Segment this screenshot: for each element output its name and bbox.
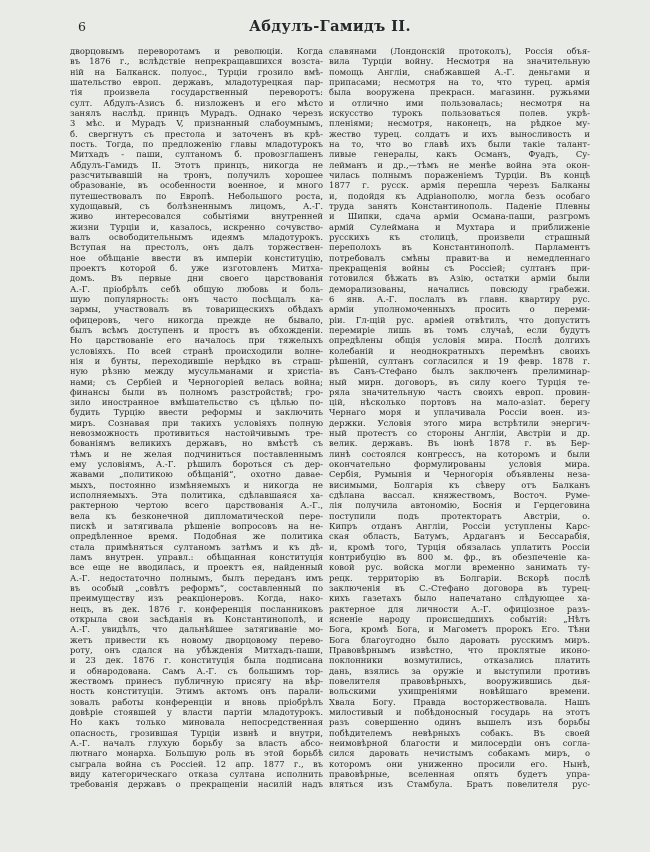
text-line: роту, онъ сдался на убѣжденія Митхадъ-паши, [70, 645, 323, 656]
text-line: заключенія въ С.-Стефано договора въ турец- [329, 583, 590, 594]
text-line: ность конституціи. Этимъ актомъ онъ парали- [70, 686, 323, 697]
text-line: рѣшеній, султанъ согласился и 19 февр. 1878 г. [329, 355, 590, 366]
text-line: виду категорическаго отказа султана исполнить [70, 768, 323, 779]
text-line: правовѣрные, вселенная опять будетъ упра- [329, 768, 590, 779]
running-head-title: Абдулъ-Гамидъ II. [249, 18, 411, 35]
text-line: ему условіямъ, А.-Г. рѣшилъ бороться съ дер- [70, 459, 323, 470]
text-line: рактерное для личности А.-Г. офиціозное разъ- [329, 603, 590, 614]
text-line: вила Турціи войну. Несмотря на значительную [329, 56, 590, 67]
text-line: ній на Балканск. полуос., Турціи грозило вмѣ- [70, 66, 323, 77]
text-line: шательство европ. державъ, младотурецкая пар- [70, 76, 323, 87]
text-line: въ 1876 г., вслѣдствіе непрекращавшихся возста- [70, 56, 323, 67]
text-line: тія произвела государственный переворотъ: [70, 87, 323, 98]
text-line: дань, взялись за оружіе и выступили противъ [329, 665, 590, 676]
text-line: тѣмъ и не желая подчиниться поставленнымъ [70, 448, 323, 459]
text-line: велик. державъ. Въ іюнѣ 1878 г. въ Бер- [329, 438, 590, 449]
text-line: бованіямъ великихъ державъ, но вмѣстѣ съ [70, 438, 323, 449]
text-line: жетъ привести къ новому дворцовому перево- [70, 634, 323, 645]
text-line: и 23 дек. 1876 г. конституція была подписана [70, 655, 323, 666]
text-line: лія получила автономію, Боснія и Герцеговина [329, 500, 590, 511]
text-line: деморализованы, начались повсюду грабежи. [329, 283, 590, 294]
text-line: зило иностранное вмѣшательство съ цѣлью по- [70, 397, 323, 408]
text-line: ную рѣзню между мусульманами и христіа- [70, 366, 323, 377]
text-line: потребовалъ смѣны правит-ва и немедленнаго [329, 252, 590, 263]
text-line: жествомъ принесъ публичную присягу на вѣр- [70, 676, 323, 687]
text-line: поступили подъ протекторатъ Австріи, о. [329, 510, 590, 521]
text-line: Кипръ отданъ Англіи, Россіи уступлены Карс- [329, 521, 590, 532]
text-line: требованія державъ о прекращеніи насилій надъ [70, 779, 323, 790]
text-line: худощавый, съ болѣзненнымъ лицомъ, А.-Г. [70, 200, 323, 211]
text-line: ясненіе народу происшедшихъ событій: „Нѣтъ [329, 614, 590, 625]
text-line: милостивый и побѣдоносный государь на этотъ [329, 707, 590, 717]
text-line: рактерною чертою всего царствованія А.-Г., [70, 500, 323, 511]
text-line: А.-Г. пріобрѣлъ себѣ общую любовь и боль- [70, 283, 323, 294]
text-line: финансы были въ полномъ разстройствѣ; гро- [70, 386, 323, 397]
text-line: колебаній и неоднократныхъ перемѣнъ своихъ [329, 345, 590, 356]
text-line: ливые генералы, какъ Османъ, Фуадъ, Су- [329, 149, 590, 160]
text-line: побѣдителемъ невѣрныхъ собакъ. Въ своей [329, 727, 590, 738]
text-line: ская область, Батумъ, Ардаганъ и Бессарабія, [329, 531, 590, 542]
text-line: переполохъ въ Константинополѣ. Парламентъ [329, 242, 590, 253]
text-line: армій Сулеймана и Мухтара и приближеніе [329, 221, 590, 232]
text-line: сился даровать нечистымъ собакамъ миръ, о [329, 748, 590, 759]
text-line: ламъ внутрен. управл.: обѣщанная конституція [70, 552, 323, 563]
text-line: будить Турцію ввести реформы и заключить [70, 407, 323, 418]
text-line: Но какъ только миновала непосредственная [70, 717, 323, 728]
text-line: которомъ они униженно просили его. Нынѣ, [329, 758, 590, 769]
text-line: пленіями; несмотря, наконецъ, на рѣдкое му- [329, 118, 590, 129]
text-line: шую популярность: онъ часто посѣщалъ ка- [70, 293, 323, 304]
text-line: мыхъ, постоянно измѣняемыхъ и никогда не [70, 479, 323, 490]
text-line: кихъ газетахъ было напечатано слѣдующее ха- [329, 593, 590, 604]
text-line: А.-Г. недостаточно полнымъ, былъ переданъ имъ [70, 572, 323, 583]
text-line: жество турец. солдатъ и ихъ выносливость и [329, 128, 590, 139]
text-line: все еще не вводилась, и проектъ ея, найденный [70, 562, 323, 573]
text-line: 1877 г. русск. армія перешла черезъ Балканы [329, 180, 590, 191]
text-line: разсчитывавшій на тронъ, получилъ хорошее [70, 169, 323, 180]
text-line: вела къ безконечной дипломатической пере- [70, 510, 323, 521]
text-line: ный мирн. договоръ, въ силу коего Турція те- [329, 376, 590, 387]
text-line: опредѣлены общія условія мира. Послѣ долгихъ [329, 335, 590, 346]
text-line: нами; съ Сербіей и Черногоріей велась война; [70, 376, 323, 387]
text-line: Абдулъ-Гамидъ II. Этотъ принцъ, никогда не [70, 159, 323, 170]
text-line: Но царствованіе его началось при тяжелыхъ [70, 335, 323, 346]
text-line: разъ совершенно одинъ вышелъ изъ борьбы [329, 717, 590, 728]
text-line: ковой рус. войска могли временно занимать ту- [329, 562, 590, 573]
text-line: нія и бунты, переходившіе нерѣдко въ страш- [70, 355, 323, 366]
text-line: миръ. Сознавая при такихъ условіяхъ полную [70, 417, 323, 428]
text-line: невозможность противиться настойчивымъ тре- [70, 428, 323, 439]
text-line: чилась полнымъ пораженіемъ Турціи. Въ концѣ [329, 169, 590, 180]
text-line: стала примѣняться султаномъ затѣмъ и къ дѣ- [70, 541, 323, 552]
text-line: и обнародована. Самъ А.-Г. съ большимъ тор- [70, 665, 323, 676]
page-number: 6 [78, 19, 86, 34]
text-line: Вступая на престолъ, онъ далъ торжествен- [70, 242, 323, 253]
text-line: образованіе, въ особенности военное, и много [70, 180, 323, 191]
text-line: арміи уполномоченныхъ просить о переми- [329, 304, 590, 315]
text-columns [70, 46, 590, 790]
text-line: жавами „политикою обѣщаній“, охотно давае- [70, 469, 323, 480]
text-line: повелителя правовѣрныхъ, вооружившись дья- [329, 676, 590, 687]
text-line: 3 мѣс. и Мурадъ V, признанный слабоумнымъ, [70, 118, 323, 129]
text-line: труда занять Константинополь. Паденіе Плевны [329, 200, 590, 211]
text-line: лютнаго монарха. Большую роль въ этой борьбѣ [70, 748, 323, 759]
text-line: ряла значительную часть своихъ европ. провин- [329, 386, 590, 397]
text-line: опредѣленное время. Подобная же политика [70, 531, 323, 542]
text-line: офицеровъ, чего никогда прежде не бывало, [70, 314, 323, 325]
text-line: ріи. Гл-щій рус. арміей отвѣтилъ, что допуститъ [329, 314, 590, 325]
text-line: преимуществу изъ реакціонеровъ. Когда, нако- [70, 593, 323, 604]
text-line: контрибуцію въ 800 м. фр., въ обезпеченіе ка- [329, 552, 590, 563]
text-line: валъ освободительнымъ идеямъ младотурокъ. [70, 231, 323, 242]
text-line: б. свергнутъ съ престола и заточенъ въ крѣ- [70, 128, 323, 139]
text-line: славянами (Лондонскій протоколъ), Россія объя- [329, 46, 590, 56]
text-line: условіяхъ. По всей странѣ происходили волне- [70, 345, 323, 356]
text-line: поклонники возмутились, отказались платить [329, 655, 590, 666]
text-line: ное обѣщаніе ввести въ имперіи конституцію, [70, 252, 323, 263]
text-line: готовился бѣжать въ Азію, остатки арміи были [329, 273, 590, 284]
text-line: и отлично ими пользовалась; несмотря на [329, 97, 590, 108]
text-line: русскихъ къ столицѣ, произвели страшный [329, 231, 590, 242]
text-line: дворцовымъ переворотамъ и революціи. Когда [70, 46, 323, 56]
text-line: сдѣлана вассал. княжествомъ, Восточ. Руме- [329, 490, 590, 501]
text-line: Бога благоугодно было даровать русскимъ миръ. [329, 634, 590, 645]
text-line: линѣ состоялся конгрессъ, на которомъ и были [329, 448, 590, 459]
text-line: занялъ наслѣд. принцъ Мурадъ. Однако черезъ [70, 107, 323, 118]
text-line: лейманъ и др.,—тѣмъ не менѣе война эта окон- [329, 159, 590, 170]
text-line: и, подойдя къ Адріанополю, могла безъ особаго [329, 190, 590, 201]
text-line: вольскими ухищреніями новѣйшаго времени. [329, 686, 590, 697]
text-line: искусство турокъ пользоваться полев. укрѣ- [329, 107, 590, 118]
text-line: въ особый „совѣтъ реформъ“, составленный по [70, 583, 323, 594]
text-line: 6 янв. А.-Г. послалъ въ главн. квартиру рус. [329, 293, 590, 304]
text-line: Хвала Богу. Правда восторжествовала. Нашъ [329, 696, 590, 707]
text-line: и Шипки, сдача арміи Османа-паши, разгромъ [329, 211, 590, 222]
text-line: перемиріе лишь въ томъ случаѣ, если будутъ [329, 324, 590, 335]
text-line: въ Санъ-Стефано былъ заключенъ прелиминар- [329, 366, 590, 377]
text-line: висимыми, Болгарія къ сѣверу отъ Балканъ [329, 479, 590, 490]
text-line: ный протестъ со стороны Англіи, Австріи и др. [329, 428, 590, 439]
text-line: Чернаго моря и уплачивала Россіи воен. из- [329, 407, 590, 418]
text-line: опасность, грозившая Турціи извнѣ и внутри, [70, 727, 323, 738]
text-line: неимовѣрной благости и милосердіи онъ согла- [329, 737, 590, 748]
text-column-left [70, 46, 323, 790]
text-column-right [329, 46, 590, 790]
text-line: цій, нѣсколько портовъ на мало-азіат. берегу [329, 397, 590, 408]
text-line: нецъ, въ дек. 1876 г. конференція посланниковъ [70, 603, 323, 614]
text-line: Митхадъ - паши, султаномъ б. провозглашенъ [70, 149, 323, 160]
text-line: А.-Г. началъ глухую борьбу за власть абсо- [70, 737, 323, 748]
text-line: Бога, кромѣ Бога, и Магометъ пророкъ Его. Тѣни [329, 624, 590, 635]
text-line: Правовѣрнымъ извѣстно, что проклятые иконо- [329, 645, 590, 656]
text-line: живо интересовался событіями внутренней [70, 211, 323, 222]
text-line: пость. Тогда, по предложенію главы младотурокъ [70, 138, 323, 149]
text-line: А.-Г. увидѣлъ, что дальнѣйшее затягиваніе мо- [70, 624, 323, 635]
text-line: открыла свои засѣданія въ Константинополѣ, и [70, 614, 323, 625]
text-line: держки. Условія этого мира встрѣтили энергич- [329, 417, 590, 428]
text-line: проектъ которой б. уже изготовленъ Митха- [70, 262, 323, 273]
text-line: домъ. Въ первые дни своего царствованія [70, 273, 323, 284]
text-line: вляться изъ Стамбула. Братъ повелителя рус- [329, 779, 590, 790]
text-line: прекращенія войны съ Россіей; султанъ при- [329, 262, 590, 273]
text-line: помощь Англіи, снабжавшей А.-Г. деньгами и [329, 66, 590, 77]
text-line: зовалъ работы конференціи и вновь пріобрѣлъ [70, 696, 323, 707]
text-line: рецк. территорію въ Болгаріи. Вскорѣ послѣ [329, 572, 590, 583]
text-line: довѣріе стоявшей у власти партіи младотурокъ. [70, 707, 323, 717]
text-line: исполняемыхъ. Эта политика, сдѣлавшаяся ха- [70, 490, 323, 501]
text-line: была вооружена прекрасн. магазинн. ружьями [329, 87, 590, 98]
text-line: зармы, участвовалъ въ товарищескихъ обѣдахъ [70, 304, 323, 315]
text-line: путешествовалъ по Европѣ. Небольшого роста, [70, 190, 323, 201]
text-line: былъ всѣмъ доступенъ и простъ въ обхожденіи. [70, 324, 323, 335]
text-line: султ. Абдулъ-Азисъ б. низложенъ и его мѣсто [70, 97, 323, 108]
text-line: на то, что во главѣ ихъ были такіе талант- [329, 138, 590, 149]
text-line: Сербія, Румынія и Черногорія объявлены неза- [329, 469, 590, 480]
text-line: и, кромѣ того, Турція обязалась уплатить Россіи [329, 541, 590, 552]
text-line: припасами; несмотря на то, что турец. армія [329, 76, 590, 87]
text-line: жизни Турціи и, казалось, искренно сочувство- [70, 221, 323, 232]
text-line: окончательно формулированы условія мира. [329, 459, 590, 470]
text-line: пискѣ и затягивала рѣшеніе вопросовъ на не- [70, 521, 323, 532]
text-line: сыграла война съ Россіей. 12 апр. 1877 г., въ [70, 758, 323, 769]
